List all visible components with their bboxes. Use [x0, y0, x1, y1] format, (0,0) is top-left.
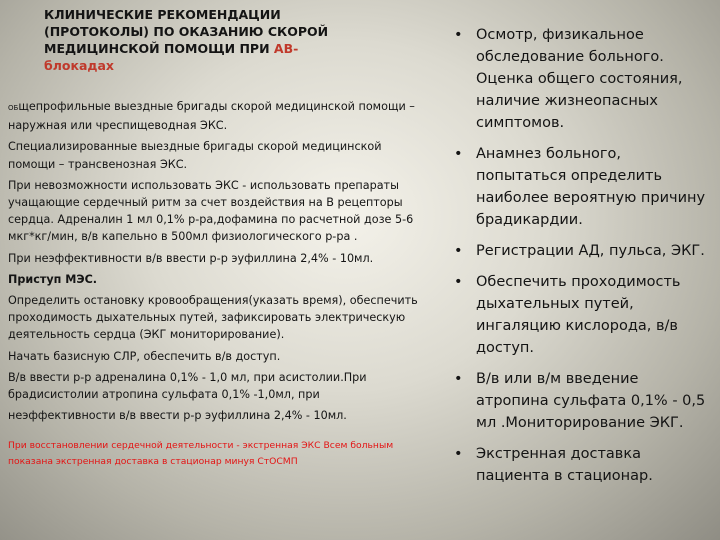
bullet-icon: •: [454, 27, 463, 43]
right-column: [450, 24, 712, 496]
bullet-icon: •: [454, 446, 463, 462]
mes-attack-heading: Приступ МЭС.: [8, 272, 98, 286]
paragraph-prefix: ОБ: [8, 104, 19, 112]
red-note: При восстановлении сердечной деятельности - экстренная ЭКС Всем больным показана экстренная доставка в стационар минуя СтОСМП: [8, 440, 394, 468]
list-item: [450, 368, 712, 434]
paragraph-general-teams: [8, 98, 426, 134]
paragraph-euphylline: При неэффективности в/в ввести р-р эуфиллина 2,4% - 10мл.: [8, 251, 374, 265]
list-item-text: Регистрации АД, пульса, ЭКГ.: [476, 243, 705, 259]
left-column: [8, 98, 426, 474]
paragraph-basic-cpr: Начать базисную СЛР, обеспечить в/в доступ.: [8, 349, 281, 363]
bullet-icon: •: [454, 371, 463, 387]
list-item: [450, 143, 712, 231]
slide-title: [44, 6, 344, 74]
paragraph-general-teams-text: щепрофильные выездные бригады скорой медицинской помощи – наружная или чреспищеводная ЭКС.: [8, 100, 415, 133]
bullet-icon: •: [454, 274, 463, 290]
bullet-icon: •: [454, 146, 463, 162]
list-item: [450, 443, 712, 487]
list-item-text: Обеспечить проходимость дыхательных путей, ингаляцию кислорода, в/в доступ.: [476, 274, 681, 356]
list-item-text: Экстренная доставка пациента в стационар.: [476, 446, 653, 484]
paragraph-euphylline-2: неэффективности в/в ввести р-р эуфиллина 2,4% - 10мл.: [8, 409, 347, 423]
list-item: [450, 24, 712, 134]
slide-title-accent: АВ-блокадах: [44, 41, 299, 73]
paragraph-drug-therapy: При невозможности использовать ЭКС - использовать препараты учащающие сердечный ритм за счет воздействия на В рецепторы сердца. Адреналин 1 мл 0,1% р-ра,дофамина по расчетной дозе 5-6 мкг*кг/мин, в/в капельно в 500мл физиологического р-ра .: [8, 178, 414, 244]
slide-title-main: КЛИНИЧЕСКИЕ РЕКОМЕНДАЦИИ (ПРОТОКОЛЫ) ПО ОКАЗАНИЮ СКОРОЙ МЕДИЦИНСКОЙ ПОМОЩИ ПРИ: [44, 7, 329, 56]
list-item-text: Осмотр, физикальное обследование больного. Оценка общего состояния, наличие жизнеопасных симптомов.: [476, 27, 683, 131]
paragraph-specialized-teams: Специализированные выездные бригады скорой медицинской помощи – трансвенозная ЭКС.: [8, 140, 382, 171]
paragraph-adrenaline: В/в ввести р-р адреналина 0,1% - 1,0 мл, при асистолии.При брадисистолии атропина сульфата 0,1% -1,0мл, при: [8, 370, 367, 402]
list-item: [450, 240, 712, 262]
list-item-text: Анамнез больного, попытаться определить наиболее вероятную причину брадикардии.: [476, 146, 706, 228]
steps-list: [450, 24, 712, 487]
list-item: [450, 271, 712, 359]
list-item-text: В/в или в/м введение атропина сульфата 0,1% - 0,5 мл .Мониторирование ЭКГ.: [476, 371, 706, 431]
paragraph-circulatory-arrest: Определить остановку кровообращения(указать время), обеспечить проходимость дыхательных путей, зафиксировать электрическую деятельность сердца (ЭКГ мониторирование).: [8, 294, 418, 342]
bullet-icon: •: [454, 243, 463, 259]
